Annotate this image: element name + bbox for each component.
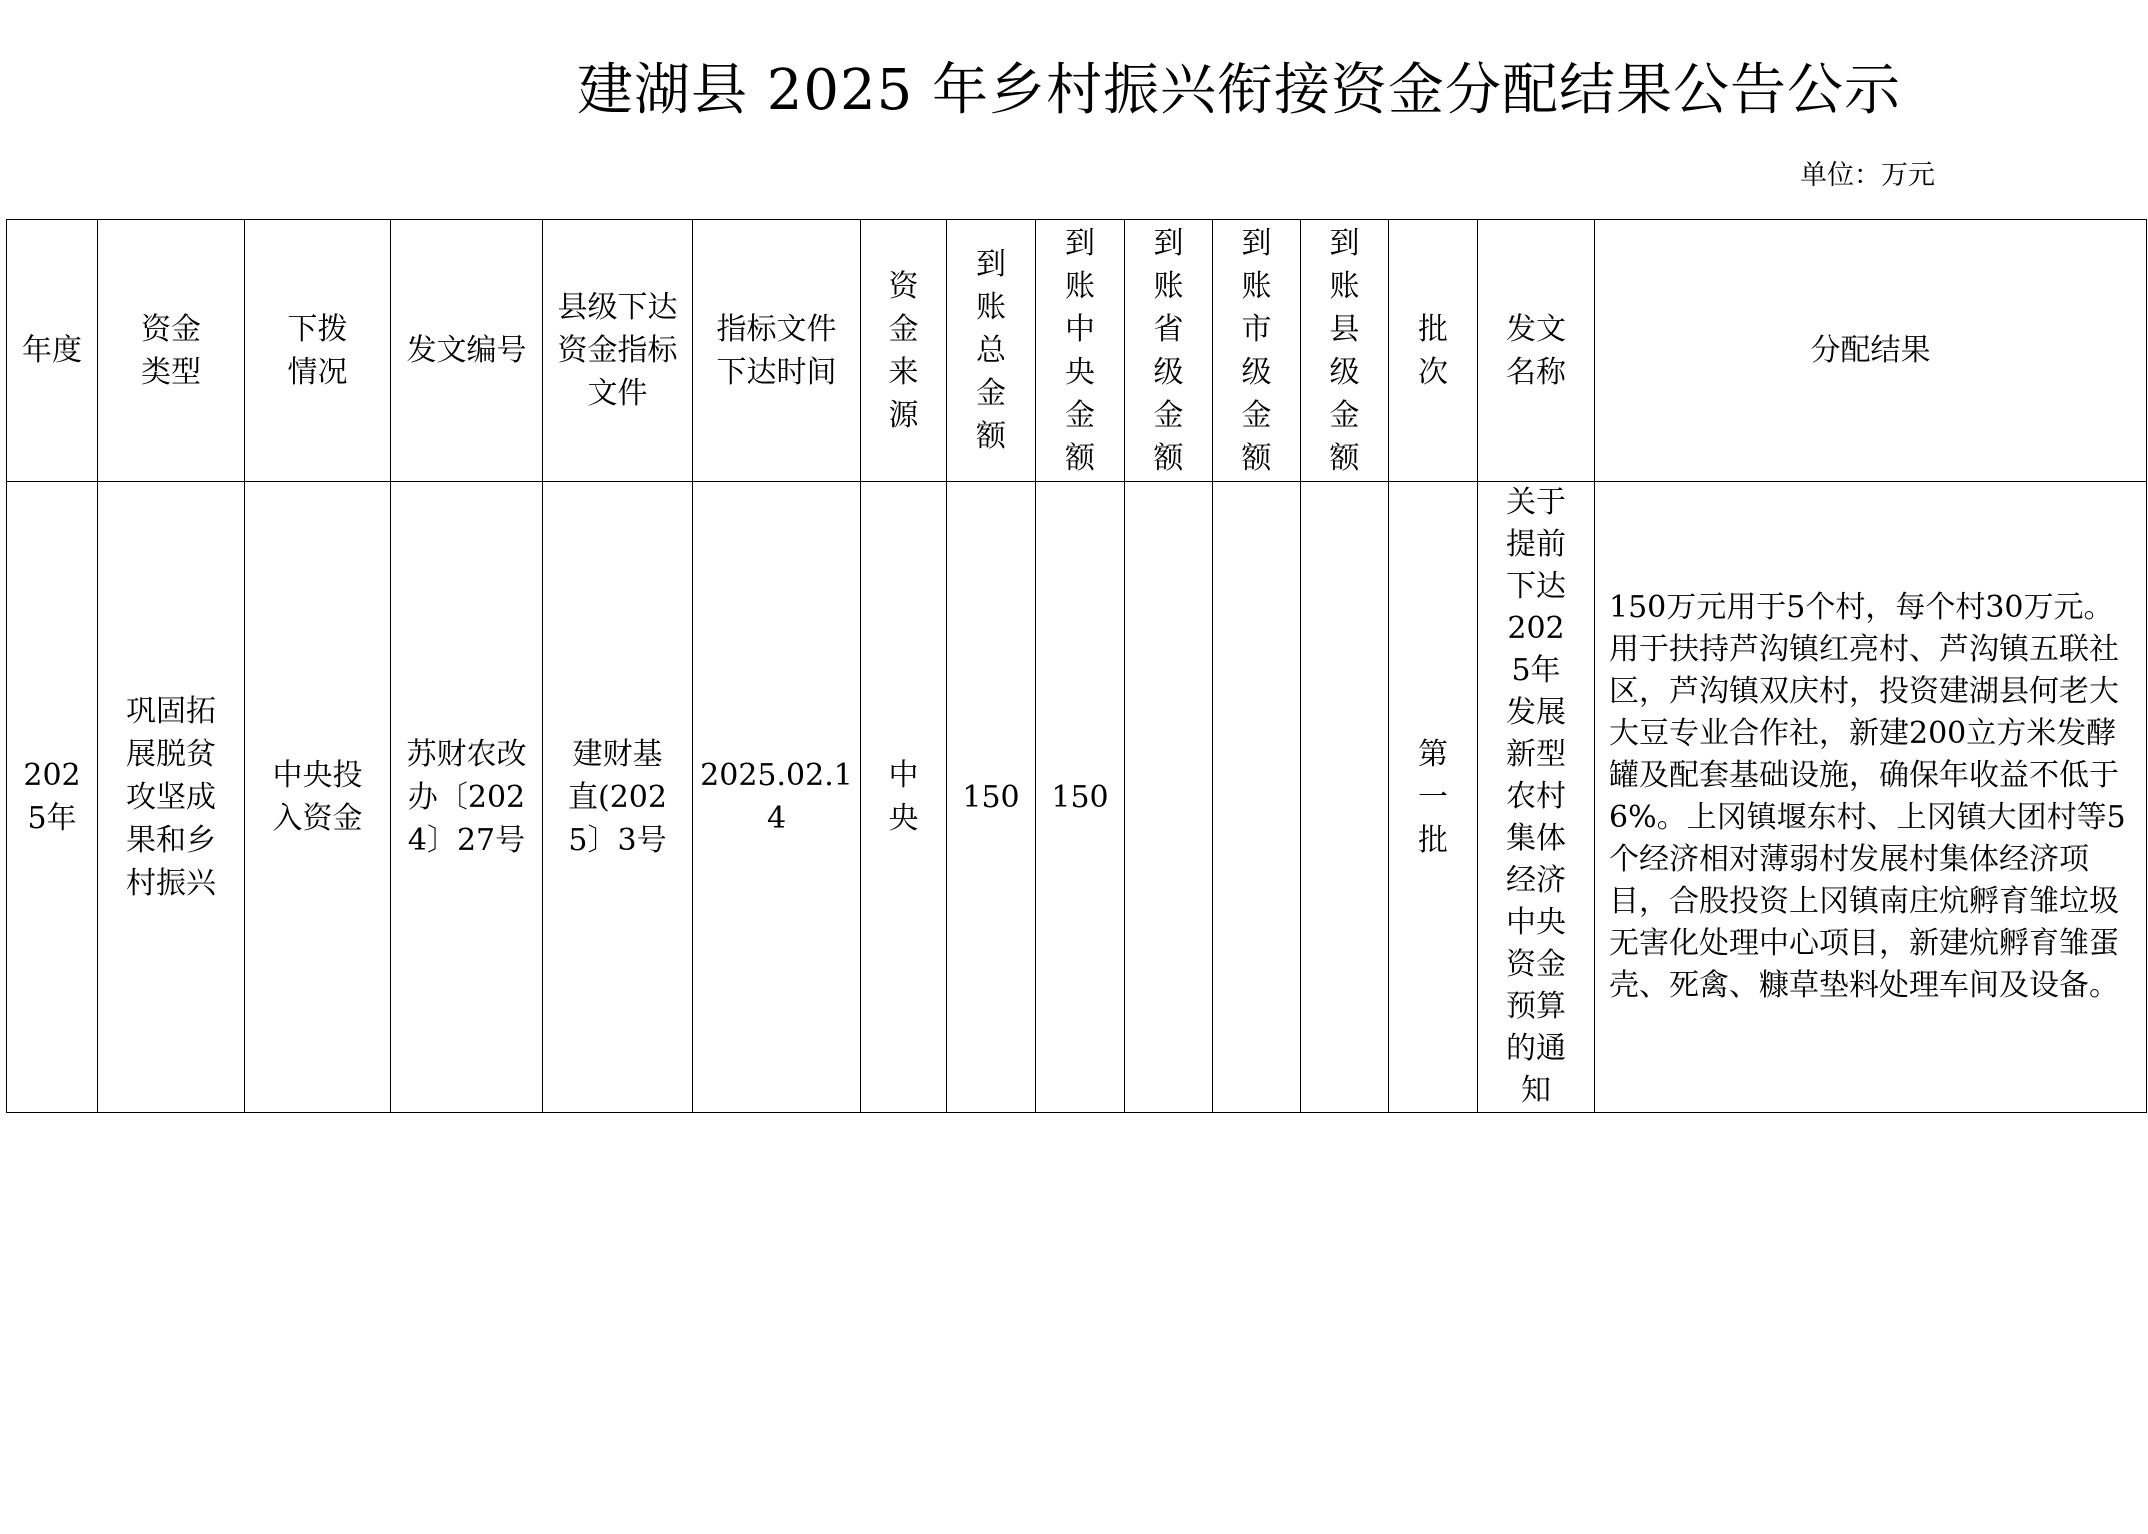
table-header-row	[7, 220, 2147, 482]
cell-year: 2025年	[7, 482, 98, 1113]
header-provincial-amount: 到账省级金额	[1125, 220, 1213, 482]
table-row	[7, 482, 2147, 1113]
header-county-amount: 到账县级金额	[1301, 220, 1389, 482]
header-batch: 批次	[1389, 220, 1478, 482]
cell-total-amount: 150	[947, 482, 1036, 1113]
cell-fund-source: 中央	[861, 482, 947, 1113]
allocation-table	[6, 219, 2147, 1113]
header-county-doc: 县级下达资金指标文件	[543, 220, 693, 482]
header-fund-type: 资金类型	[98, 220, 245, 482]
header-allocation: 下拨情况	[245, 220, 391, 482]
header-city-amount: 到账市级金额	[1213, 220, 1301, 482]
cell-city-amount	[1213, 482, 1301, 1113]
cell-central-amount: 150	[1036, 482, 1125, 1113]
cell-batch: 第一批	[1389, 482, 1478, 1113]
header-year: 年度	[7, 220, 98, 482]
cell-result: 150万元用于5个村，每个村30万元。用于扶持芦沟镇红亮村、芦沟镇五联社区，芦沟镇双庆村，投资建湖县何老大大豆专业合作社，新建200立方米发酵罐及配套基础设施，确保年收益不低于6%。上冈镇堰东村、上冈镇大团村等5个经济相对薄弱村发展村集体经济项目，合股投资上冈镇南庄炕孵育雏垃圾无害化处理中心项目，新建炕孵育雏蛋壳、死禽、糠草垫料处理车间及设备。	[1595, 482, 2147, 1113]
cell-doc-number: 苏财农改办〔2024〕27号	[391, 482, 543, 1113]
cell-doc-name: 关于提前下达2025年发展新型农村集体经济中央资金预算的通知	[1478, 482, 1595, 1113]
cell-doc-date: 2025.02.14	[693, 482, 861, 1113]
header-doc-date: 指标文件下达时间	[693, 220, 861, 482]
header-fund-source: 资金来源	[861, 220, 947, 482]
cell-allocation: 中央投入资金	[245, 482, 391, 1113]
unit-label: 单位：万元	[1800, 160, 1935, 191]
header-result: 分配结果	[1595, 220, 2147, 482]
page-title: 建湖县 2025 年乡村振兴衔接资金分配结果公告公示	[576, 58, 1902, 123]
cell-fund-type: 巩固拓展脱贫攻坚成果和乡村振兴	[98, 482, 245, 1113]
cell-county-doc: 建财基直(2025〕3号	[543, 482, 693, 1113]
header-central-amount: 到账中央金额	[1036, 220, 1125, 482]
cell-county-amount	[1301, 482, 1389, 1113]
header-doc-number: 发文编号	[391, 220, 543, 482]
header-doc-name: 发文名称	[1478, 220, 1595, 482]
cell-provincial-amount	[1125, 482, 1213, 1113]
header-total-amount: 到账总金额	[947, 220, 1036, 482]
